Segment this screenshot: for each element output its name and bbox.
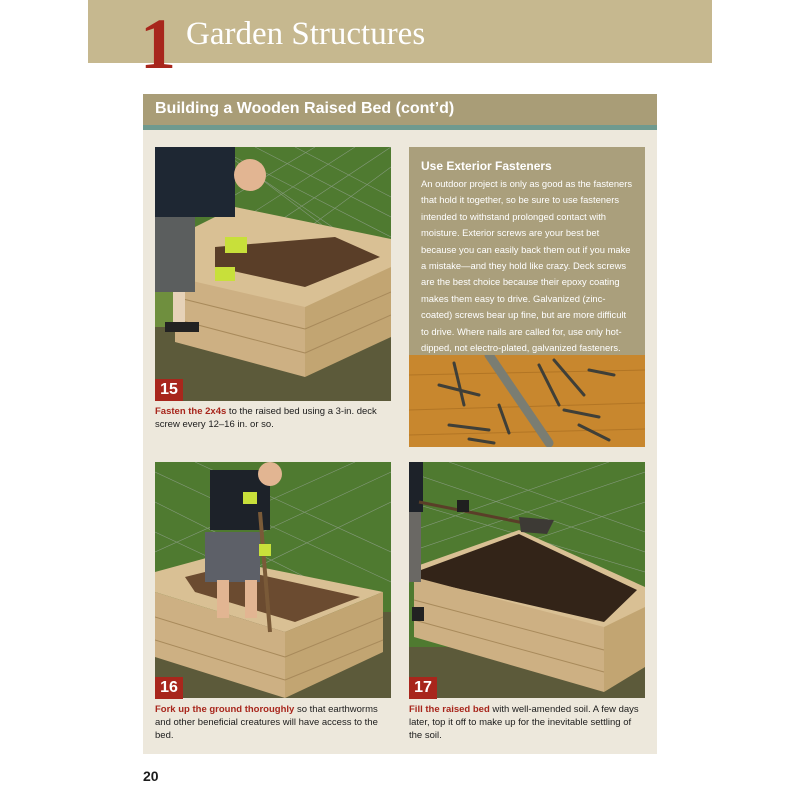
caption-text-15: to the raised bed using a 3-in. deck screw every 12–16 in. or so. <box>155 406 377 430</box>
caption-text-16: so that earthworms and other beneficial creatures will have access to the bed. <box>155 704 378 741</box>
caption-step-17 <box>409 703 645 742</box>
chapter-number: 1 <box>140 4 176 84</box>
chapter-title: Garden Structures <box>186 16 426 52</box>
photo-fork-ground <box>155 462 391 698</box>
step-badge-17: 17 <box>409 677 437 699</box>
step-badge-16: 16 <box>155 677 183 699</box>
caption-lead-17: Fill the raised bed <box>409 704 490 715</box>
caption-lead-16: Fork up the ground thoroughly <box>155 704 295 715</box>
caption-lead-15: Fasten the 2x4s <box>155 406 227 417</box>
photo-fill-bed <box>409 462 645 698</box>
photo-fasten-2x4s <box>155 147 391 401</box>
section-rule <box>143 125 657 130</box>
caption-step-16 <box>155 703 391 742</box>
caption-step-15 <box>155 405 391 431</box>
caption-text-17: with well-amended soil. A few days later, top it off to make up for the inevitable settling of the soil. <box>409 704 639 741</box>
step-badge-15: 15 <box>155 379 183 401</box>
page-number: 20 <box>143 768 159 784</box>
sidebar-body: An outdoor project is only as good as the fasteners that hold it together, so be sure to use fasteners intended to withstand prolonged contact with moisture. Exterior screws are your best bet because you can easily back them out if you make a mistake—and they hold like crazy. Deck screws are the best choice because their epoxy coating makes them easy to drive. Galvanized (zinc-coated) screws bear up fine, but are more difficult to drive. Where nails are called for, use only hot-dipped, not electro-plated, galvanized fasteners. <box>421 178 633 354</box>
sidebar-title: Use Exterior Fasteners <box>421 159 552 173</box>
section-title: Building a Wooden Raised Bed (cont’d) <box>155 100 455 117</box>
photo-fasteners <box>409 355 645 447</box>
